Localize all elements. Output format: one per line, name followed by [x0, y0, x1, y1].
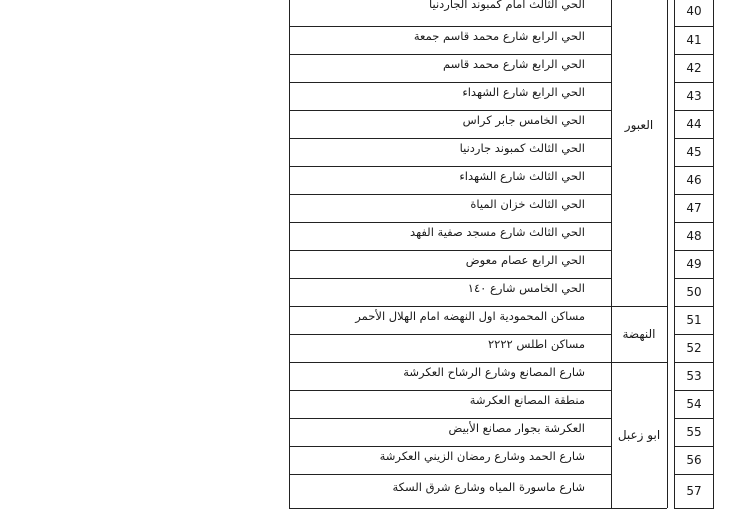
- area-label: ابو زعبل: [617, 428, 661, 442]
- row-number: 44: [686, 117, 702, 131]
- row-address: الحي الرابع شارع الشهداء: [462, 85, 585, 99]
- row-number: 55: [686, 425, 702, 439]
- row-number: 41: [686, 33, 702, 47]
- row-address: شارع الحمد وشارع رمضان الزيني العكرشة: [379, 449, 585, 463]
- row-number: 40: [686, 4, 702, 18]
- area-group-divider: [611, 362, 667, 363]
- row-number: 47: [686, 201, 702, 215]
- row-number: 53: [686, 369, 702, 383]
- row-number: 46: [686, 173, 702, 187]
- area-label: العبور: [624, 118, 654, 132]
- row-address: مساكن اطلس ٢٢٢٢: [488, 337, 585, 351]
- row-address: الحي الرابع شارع محمد قاسم جمعة: [413, 29, 585, 43]
- area-group-divider: [611, 306, 667, 307]
- row-address: الحي الثالث شارع الشهداء: [459, 169, 585, 183]
- row-number: 45: [686, 145, 702, 159]
- row-address: منطقة المصانع العكرشة: [469, 393, 585, 407]
- row-number: 57: [686, 484, 702, 498]
- row-address: شارع ماسورة المياه وشارع شرق السكة: [392, 480, 585, 494]
- row-number: 56: [686, 453, 702, 467]
- row-address: الحي الرابع عصام معوض: [465, 253, 585, 267]
- row-address: الحي الثالث خزان المياة: [470, 197, 585, 211]
- row-address: الحي الرابع شارع محمد قاسم: [442, 57, 585, 71]
- row-address: الحي الخامس جابر كراس: [462, 113, 585, 127]
- area-group-divider: [611, 508, 667, 509]
- row-number: 54: [686, 397, 702, 411]
- row-address: العكرشة بجوار مصانع الأبيض: [448, 421, 585, 435]
- row-address: مساكن المحمودية اول النهضه امام الهلال الأحمر: [355, 309, 585, 323]
- row-number: 42: [686, 61, 702, 75]
- row-address: الحي الثالث كمبوند جاردنيا: [459, 141, 585, 155]
- row-number: 50: [686, 285, 702, 299]
- area-label: النهضة: [622, 327, 656, 341]
- row-number: 48: [686, 229, 702, 243]
- row-address: الحي الثالث امام كمبوند الجاردنيا: [428, 0, 585, 11]
- row-address: الحي الخامس شارع ١٤٠: [467, 281, 585, 295]
- row-number: 51: [686, 313, 702, 327]
- row-divider: [289, 508, 611, 509]
- row-number: 52: [686, 341, 702, 355]
- row-number: 49: [686, 257, 702, 271]
- row-number: 43: [686, 89, 702, 103]
- table-border-area-right: [667, 0, 668, 508]
- row-divider: [674, 508, 714, 509]
- row-address: شارع المصانع وشارع الرشاح العكرشة: [403, 365, 585, 379]
- row-address: الحي الثالث شارع مسجد صفية الفهد: [410, 225, 585, 239]
- addresses-table: [289, 0, 714, 508]
